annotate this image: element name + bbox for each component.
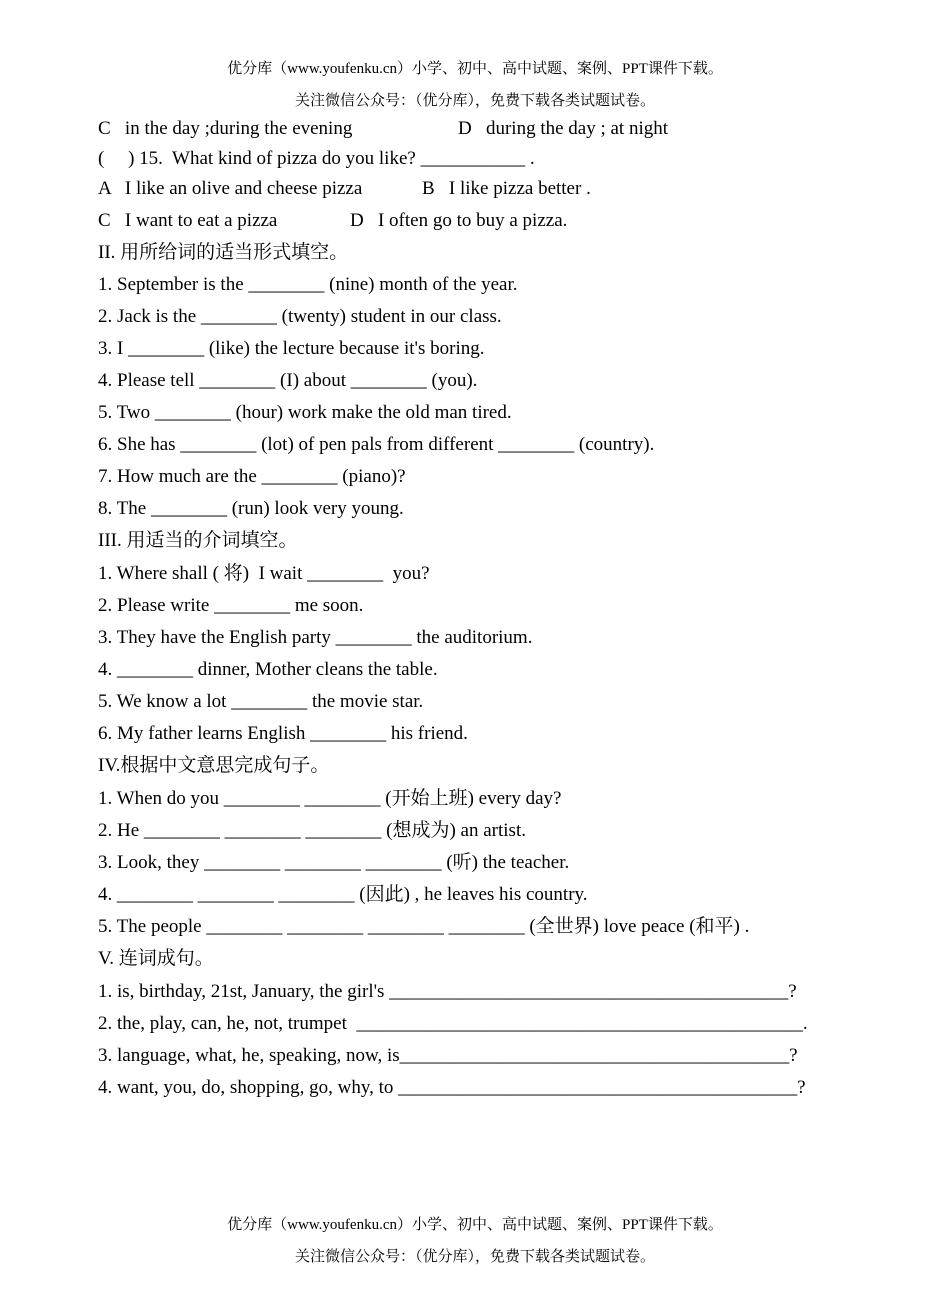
header-line-2: 关注微信公众号：（优分库），免费下载各类试题试卷。: [294, 93, 655, 109]
part2-item: 7. How much are the ________ (piano)?: [98, 466, 406, 487]
part2-item: 6. She has ________ (lot) of pen pals from different ________ (country).: [98, 434, 655, 455]
footer-line-1: 优分库（www.youfenku.cn）小学、初中、高中试题、案例、PPT课件下载。: [227, 1217, 723, 1233]
part3-item: 1. Where shall ( 将) I wait ________ you?: [98, 563, 430, 584]
section-title-v: V. 连词成句。: [98, 948, 214, 969]
part3-item: 2. Please write ________ me soon.: [98, 595, 364, 616]
q15-option-a: A I like an olive and cheese pizza: [98, 178, 363, 199]
part4-item: 3. Look, they ________ ________ ________ (听) the teacher.: [98, 852, 570, 873]
q15-option-b: B I like pizza better .: [422, 178, 591, 199]
part5-item: 3. language, what, he, speaking, now, is_________________________________________?: [98, 1045, 798, 1066]
header-line-1: 优分库（www.youfenku.cn）小学、初中、高中试题、案例、PPT课件下载。: [227, 61, 723, 77]
part4-item: 2. He ________ ________ ________ (想成为) an artist.: [98, 820, 526, 841]
part4-item: 4. ________ ________ ________ (因此) , he leaves his country.: [98, 884, 588, 905]
part5-item: 4. want, you, do, shopping, go, why, to __________________________________________?: [98, 1077, 806, 1098]
part4-item: 5. The people ________ ________ ________ ________ (全世界) love peace (和平) .: [98, 916, 750, 937]
section-title-iii: III. 用适当的介词填空。: [98, 530, 298, 551]
part2-item: 1. September is the ________ (nine) month of the year.: [98, 274, 518, 295]
section-title-ii: II. 用所给词的适当形式填空。: [98, 242, 349, 263]
part3-item: 3. They have the English party ________ the auditorium.: [98, 627, 533, 648]
part3-item: 4. ________ dinner, Mother cleans the table.: [98, 659, 438, 680]
q15-stem: ( ) 15. What kind of pizza do you like? ___________ .: [98, 148, 535, 169]
part3-item: 5. We know a lot ________ the movie star.: [98, 691, 424, 712]
part2-item: 4. Please tell ________ (I) about ________ (you).: [98, 370, 478, 391]
part5-item: 1. is, birthday, 21st, January, the girl's __________________________________________?: [98, 981, 797, 1002]
part2-item: 5. Two ________ (hour) work make the old man tired.: [98, 402, 512, 423]
q14-option-c: C in the day ;during the evening: [98, 118, 353, 139]
part4-item: 1. When do you ________ ________ (开始上班) every day?: [98, 788, 562, 809]
part5-item: 2. the, play, can, he, not, trumpet _______________________________________________.: [98, 1013, 808, 1034]
footer-line-2: 关注微信公众号：（优分库），免费下载各类试题试卷。: [294, 1249, 655, 1265]
part2-item: 3. I ________ (like) the lecture because it's boring.: [98, 338, 485, 359]
part2-item: 2. Jack is the ________ (twenty) student in our class.: [98, 306, 502, 327]
part2-item: 8. The ________ (run) look very young.: [98, 498, 404, 519]
q14-option-d: D during the day ; at night: [458, 118, 669, 139]
part3-item: 6. My father learns English ________ his friend.: [98, 723, 468, 744]
q15-option-c: C I want to eat a pizza: [98, 210, 278, 231]
q15-option-d: D I often go to buy a pizza.: [350, 210, 568, 231]
section-title-iv: IV.根据中文意思完成句子。: [98, 755, 330, 776]
